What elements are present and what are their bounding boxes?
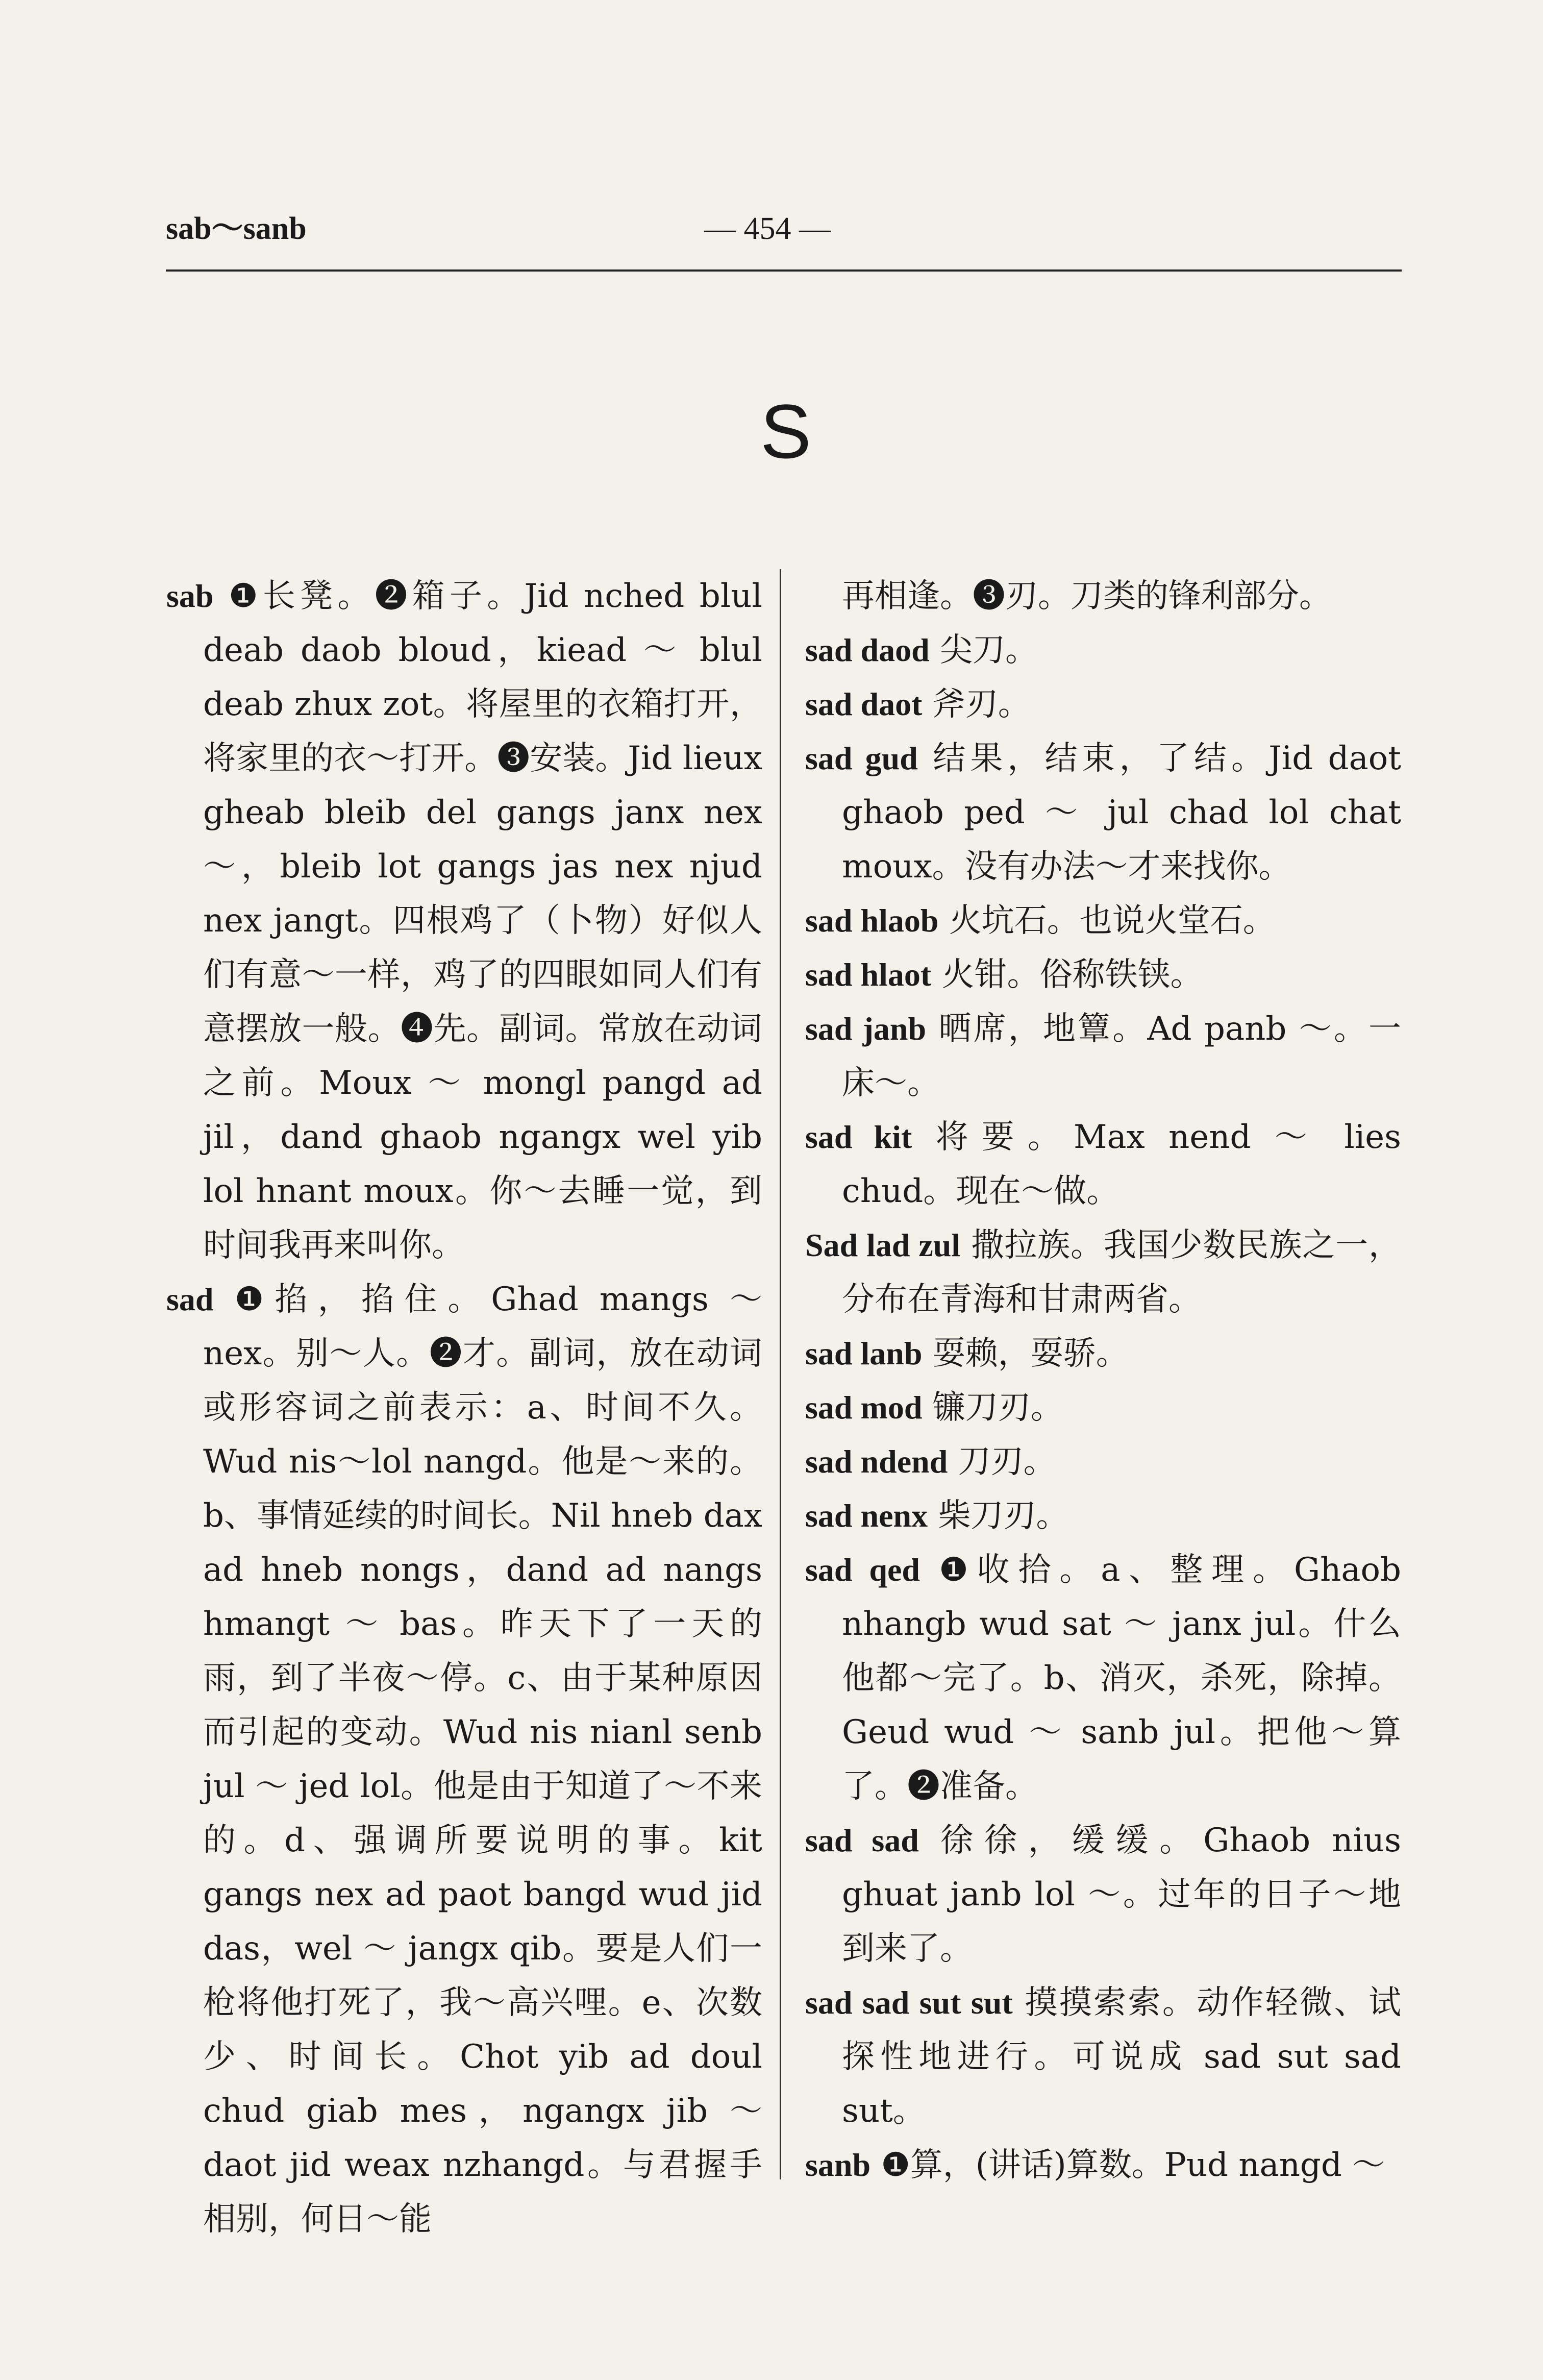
entry-headword: sad lanb [805,1335,923,1371]
entry-sad [166,1272,762,2246]
entry-sad-janb [805,1002,1401,1110]
entry-sad-hlaob [805,894,1401,948]
entry-definition: 将要。Max nend ～ lies chud。现在～做。 [842,1118,1402,1210]
entry-headword: sad daot [805,686,923,722]
entry-headword: sad nenx [805,1498,928,1534]
entry-definition: ❶掐，掐住。Ghad mangs ～ nex。别～人。❷才。副词，放在动词或形容词之前表示：a、时间不久。Wud nis～lol nangd。他是～来的。b、事情延续的时间长。Nil hneb dax ad hneb nongs，dand ad nangs hmangt ～ bas。昨天下了一天的雨，到了半夜～停。c、由于某种原因而引起的变动。Wud nis nianl senb jul ～ jed lol。他是由于知道了～不来的。d、强调所要说明的事。kit gangs nex ad paot bangd wud jid das，wel ～ jangx qib。要是人们一枪将他打死了，我～高兴哩。e、次数少、时间长。Chot yib ad doul chud giab mes，ngangx jib ～ daot jid weax nzhangd。与君握手相别，何日～能 [203,1281,762,2238]
entry-headword: sad daod [805,632,930,668]
entry-definition: 火坑石。也说火堂石。 [938,902,1276,940]
entry-definition: 晒席，地簟。Ad panb ～。一床～。 [842,1010,1402,1102]
entry-definition: 徐徐，缓缓。Ghaob nius ghuat janb lol ～。过年的日子～地到来了。 [842,1822,1402,1968]
entry-sanb [805,2138,1401,2192]
entry-headword: sad kit [805,1119,912,1155]
entry-definition: ❶收拾。a、整理。Ghaob nhangb wud sat ～ janx jul。什么他都～完了。b、消灭，杀死，除掉。Geud wud ～ sanb jul。把他～算了。❷准备。 [842,1551,1402,1805]
entry-definition: 耍赖，耍骄。 [922,1335,1129,1372]
entry-headword: sad hlaob [805,902,939,939]
entry-sad-nenx [805,1489,1401,1543]
entry-headword: sad qed [805,1552,920,1588]
entry-sad-sad [805,1813,1401,1976]
page-number: — 454 — [704,211,831,246]
entry-headword: Sad lad zul [805,1227,961,1263]
entry-sad-gud [805,731,1401,894]
entry-definition: 撒拉族。我国少数民族之一，分布在青海和甘肃两省。 [842,1226,1402,1318]
entry-definition: ❶长凳。❷箱子。Jid nched blul deab daob bloud，kiead ～ blul deab zhux zot。将屋里的衣箱打开，将家里的衣～打开。❸安装。Jid lieux gheab bleib del gangs janx nex ～，bleib lot gangs jas nex njud nex jangt。四根鸡了（卜物）好似人们有意～一样，鸡了的四眼如同人们有意摆放一般。❹先。副词。常放在动词之前。Moux ～ mongl pangd ad jil，dand ghaob ngangx wel yib lol hnant moux。你～去睡一觉，到时间我再来叫你。 [203,577,762,1264]
entry-sad-sad-sut-sut [805,1976,1401,2138]
entry-headword: sad ndend [805,1443,948,1480]
entry-sad-qed [805,1543,1401,1813]
entry-definition: 火钳。俗称铁铗。 [931,956,1203,994]
entry-sad-lanb [805,1327,1401,1381]
entry-definition: ❶算，(讲话)算数。Pud nangd ～ [870,2146,1385,2184]
entry-definition: 结果，结束，了结。Jid daot ghaob ped ～ jul chad lol chat moux。没有办法～才来找你。 [842,740,1402,886]
entry-headword: sad hlaot [805,956,932,993]
entry-sad-lad-zul [805,1218,1401,1327]
entry-headword: sad gud [805,740,918,776]
left-column [166,569,762,2246]
header-rule [166,269,1402,272]
entry-definition: 刀刃。 [948,1443,1056,1481]
entry-sad-daod [805,623,1401,677]
entry-headword: sad [166,1281,214,1317]
entry-sad-mod [805,1381,1401,1435]
entry-definition: 尖刀。 [929,631,1038,669]
running-head: sab～sanb [166,211,307,246]
entry-definition: 柴刀刃。 [928,1497,1069,1535]
entry-headword: sad sad sut sut [805,1984,1013,2021]
right-column [805,569,1401,2192]
entry-headword: sad sad [805,1822,919,1858]
entry-sad-hlaot [805,948,1401,1002]
entry-headword: sanb [805,2147,871,2183]
entry-sad-ndend [805,1435,1401,1489]
entry-definition: 镰刀刃。 [922,1389,1063,1427]
section-letter: S [760,388,812,474]
entry-sad-daot [805,677,1401,731]
entry-sab [166,569,762,1272]
entry-definition: 摸摸索索。动作轻微、试探性地进行。可说成 sad sut sad sut。 [842,1984,1401,2130]
entry-definition: 斧刃。 [922,685,1031,723]
entry-headword: sad mod [805,1389,923,1426]
entry-headword: sad janb [805,1011,927,1047]
entry-sad-kit [805,1110,1401,1218]
entry-continuation: 再相逢。❸刃。刀类的锋利部分。 [842,577,1332,615]
column-divider [780,569,781,2179]
entry-headword: sab [166,578,214,614]
